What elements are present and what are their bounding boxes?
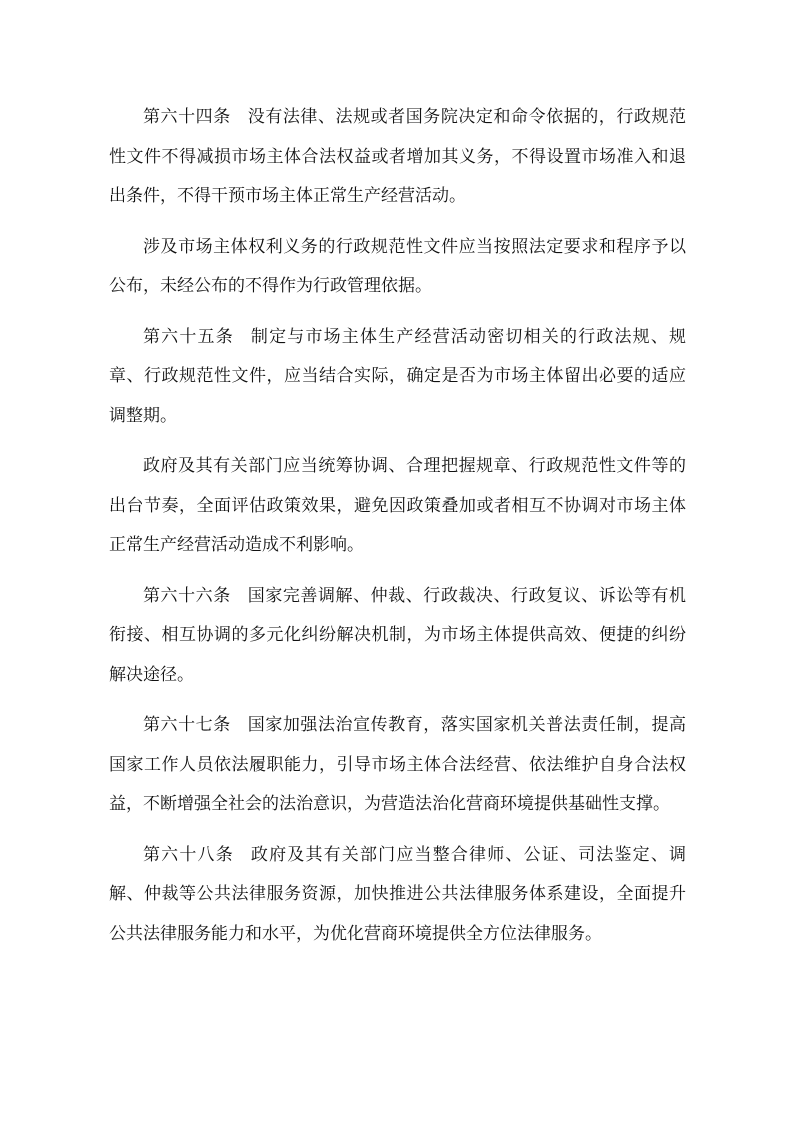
document-body (109, 98, 686, 965)
article-64-paragraph (109, 98, 686, 217)
article-68-paragraph (109, 836, 686, 955)
article-number: 第六十四条 (143, 107, 231, 127)
article-64-paragraph-2 (109, 228, 686, 307)
article-text: 政府及其有关部门应当整合律师、公证、司法鉴定、调解、仲裁等公共法律服务资源，加快推进公共法律服务体系建设，全面提升公共法律服务能力和水平，为优化营商环境提供全方位法律服务。 (109, 844, 687, 944)
article-number: 第六十七条 (143, 715, 231, 735)
article-65-paragraph (109, 318, 686, 437)
article-text: 国家加强法治宣传教育，落实国家机关普法责任制，提高国家工作人员依法履职能力，引导市场主体合法经营、依法维护自身合法权益，不断增强全社会的法治意识，为营造法治化营商环境提供基础性支撑。 (109, 715, 687, 814)
paragraph-text: 涉及市场主体权利义务的行政规范性文件应当按照法定要求和程序予以公布，未经公布的不得作为行政管理依据。 (109, 236, 686, 296)
article-67-paragraph (109, 706, 686, 825)
article-text: 没有法律、法规或者国务院决定和命令依据的，行政规范性文件不得减损市场主体合法权益或者增加其义务，不得设置市场准入和退出条件，不得干预市场主体正常生产经营活动。 (109, 107, 687, 206)
article-65-paragraph-2 (109, 447, 686, 566)
article-number: 第六十五条 (143, 326, 234, 347)
article-number: 第六十八条 (143, 844, 234, 865)
article-text: 国家完善调解、仲裁、行政裁决、行政复议、诉讼等有机衔接、相互协调的多元化纠纷解决机制，为市场主体提供高效、便捷的纠纷解决途径。 (109, 585, 687, 685)
article-66-paragraph (109, 577, 686, 696)
article-number: 第六十六条 (143, 585, 231, 606)
article-text: 制定与市场主体生产经营活动密切相关的行政法规、规章、行政规范性文件，应当结合实际，确定是否为市场主体留出必要的适应调整期。 (109, 326, 687, 426)
paragraph-text: 政府及其有关部门应当统筹协调、合理把握规章、行政规范性文件等的出台节奏，全面评估政策效果，避免因政策叠加或者相互不协调对市场主体正常生产经营活动造成不利影响。 (109, 456, 686, 555)
